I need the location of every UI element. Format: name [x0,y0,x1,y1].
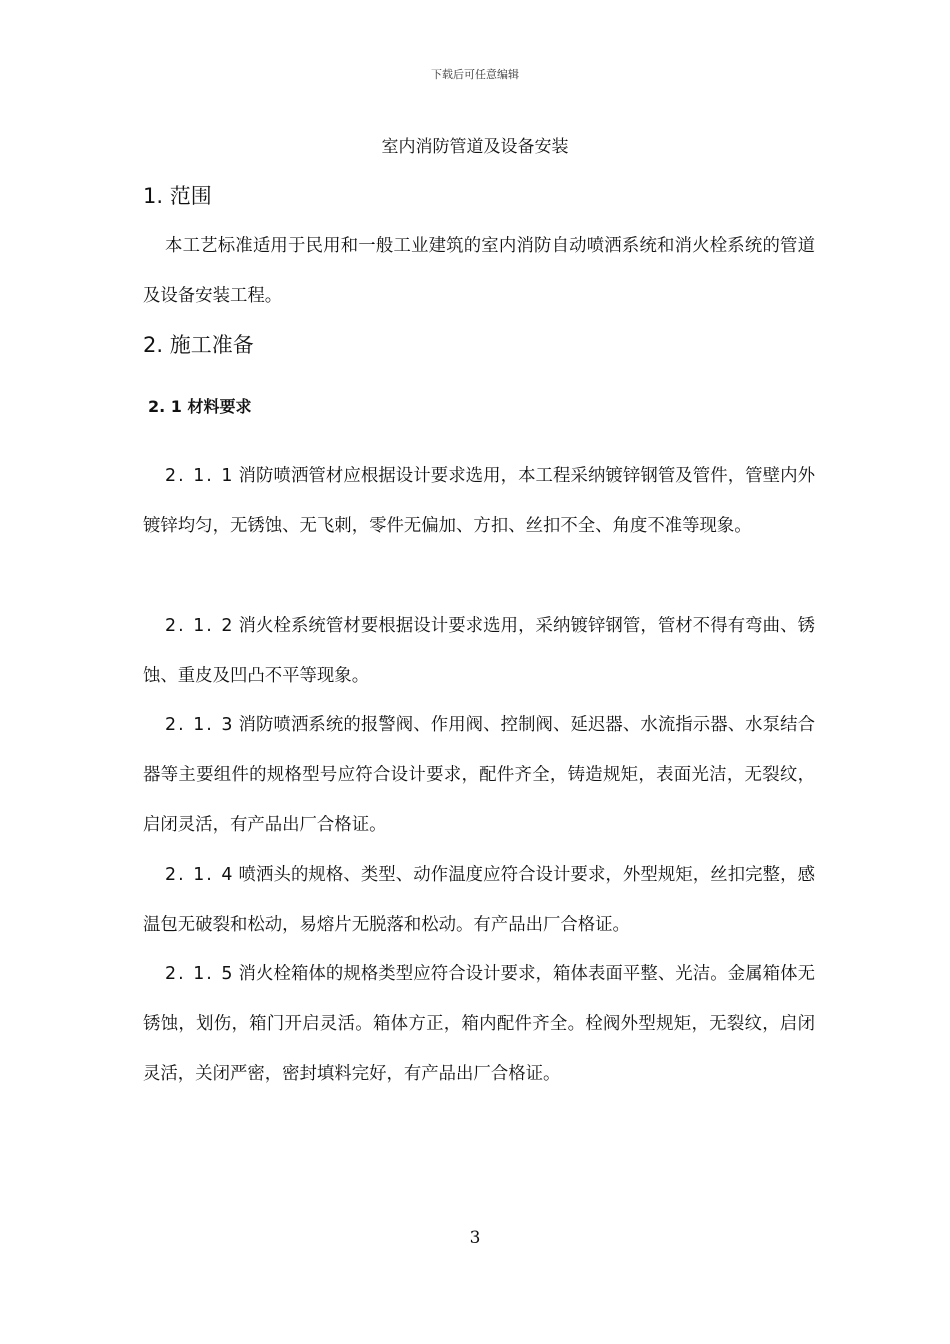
section-heading-scope: 1. 范围 [143,184,212,208]
page-number: 3 [469,1228,481,1248]
item-number: 2. 1. 3 [165,715,235,735]
section-heading-preparation: 2. 施工准备 [143,333,254,357]
item-number: 2. 1. 1 [165,466,235,486]
item-text: 消火栓系统管材要根据设计要求选用，采纳镀锌钢管，管材不得有弯曲、锈蚀、重皮及凹凸不平等现象。 [143,616,815,686]
header-note: 下载后可任意编辑 [431,68,519,81]
list-item [143,949,815,1099]
item-number: 2. 1. 5 [165,964,235,984]
list-item [143,700,815,850]
item-number: 2. 1. 2 [165,616,235,636]
section-body-scope: 本工艺标准适用于民用和一般工业建筑的室内消防自动喷洒系统和消火栓系统的管道及设备安装工程。 [143,236,815,306]
list-item [143,601,815,701]
list-item [143,850,815,950]
item-text: 消防喷洒管材应根据设计要求选用，本工程采纳镀锌钢管及管件，管壁内外镀锌均匀，无锈蚀、无飞刺，零件无偏加、方扣、丝扣不全、角度不准等现象。 [143,466,815,536]
list-item [143,451,815,551]
subsection-heading-materials: 2. 1 材料要求 [148,397,252,416]
item-text: 消火栓箱体的规格类型应符合设计要求，箱体表面平整、光洁。金属箱体无锈蚀，划伤，箱门开启灵活。箱体方正，箱内配件齐全。栓阀外型规矩，无裂纹，启闭灵活，关闭严密，密封填料完好，有产品出厂合格证。 [143,964,815,1084]
document-title: 室内消防管道及设备安装 [381,137,569,157]
item-number: 2. 1. 4 [165,865,235,885]
item-text: 喷洒头的规格、类型、动作温度应符合设计要求，外型规矩，丝扣完整，感温包无破裂和松动，易熔片无脱落和松动。有产品出厂合格证。 [143,865,815,935]
item-text: 消防喷洒系统的报警阀、作用阀、控制阀、延迟器、水流指示器、水泵结合器等主要组件的规格型号应符合设计要求，配件齐全，铸造规矩，表面光洁，无裂纹，启闭灵活，有产品出厂合格证。 [143,715,815,835]
